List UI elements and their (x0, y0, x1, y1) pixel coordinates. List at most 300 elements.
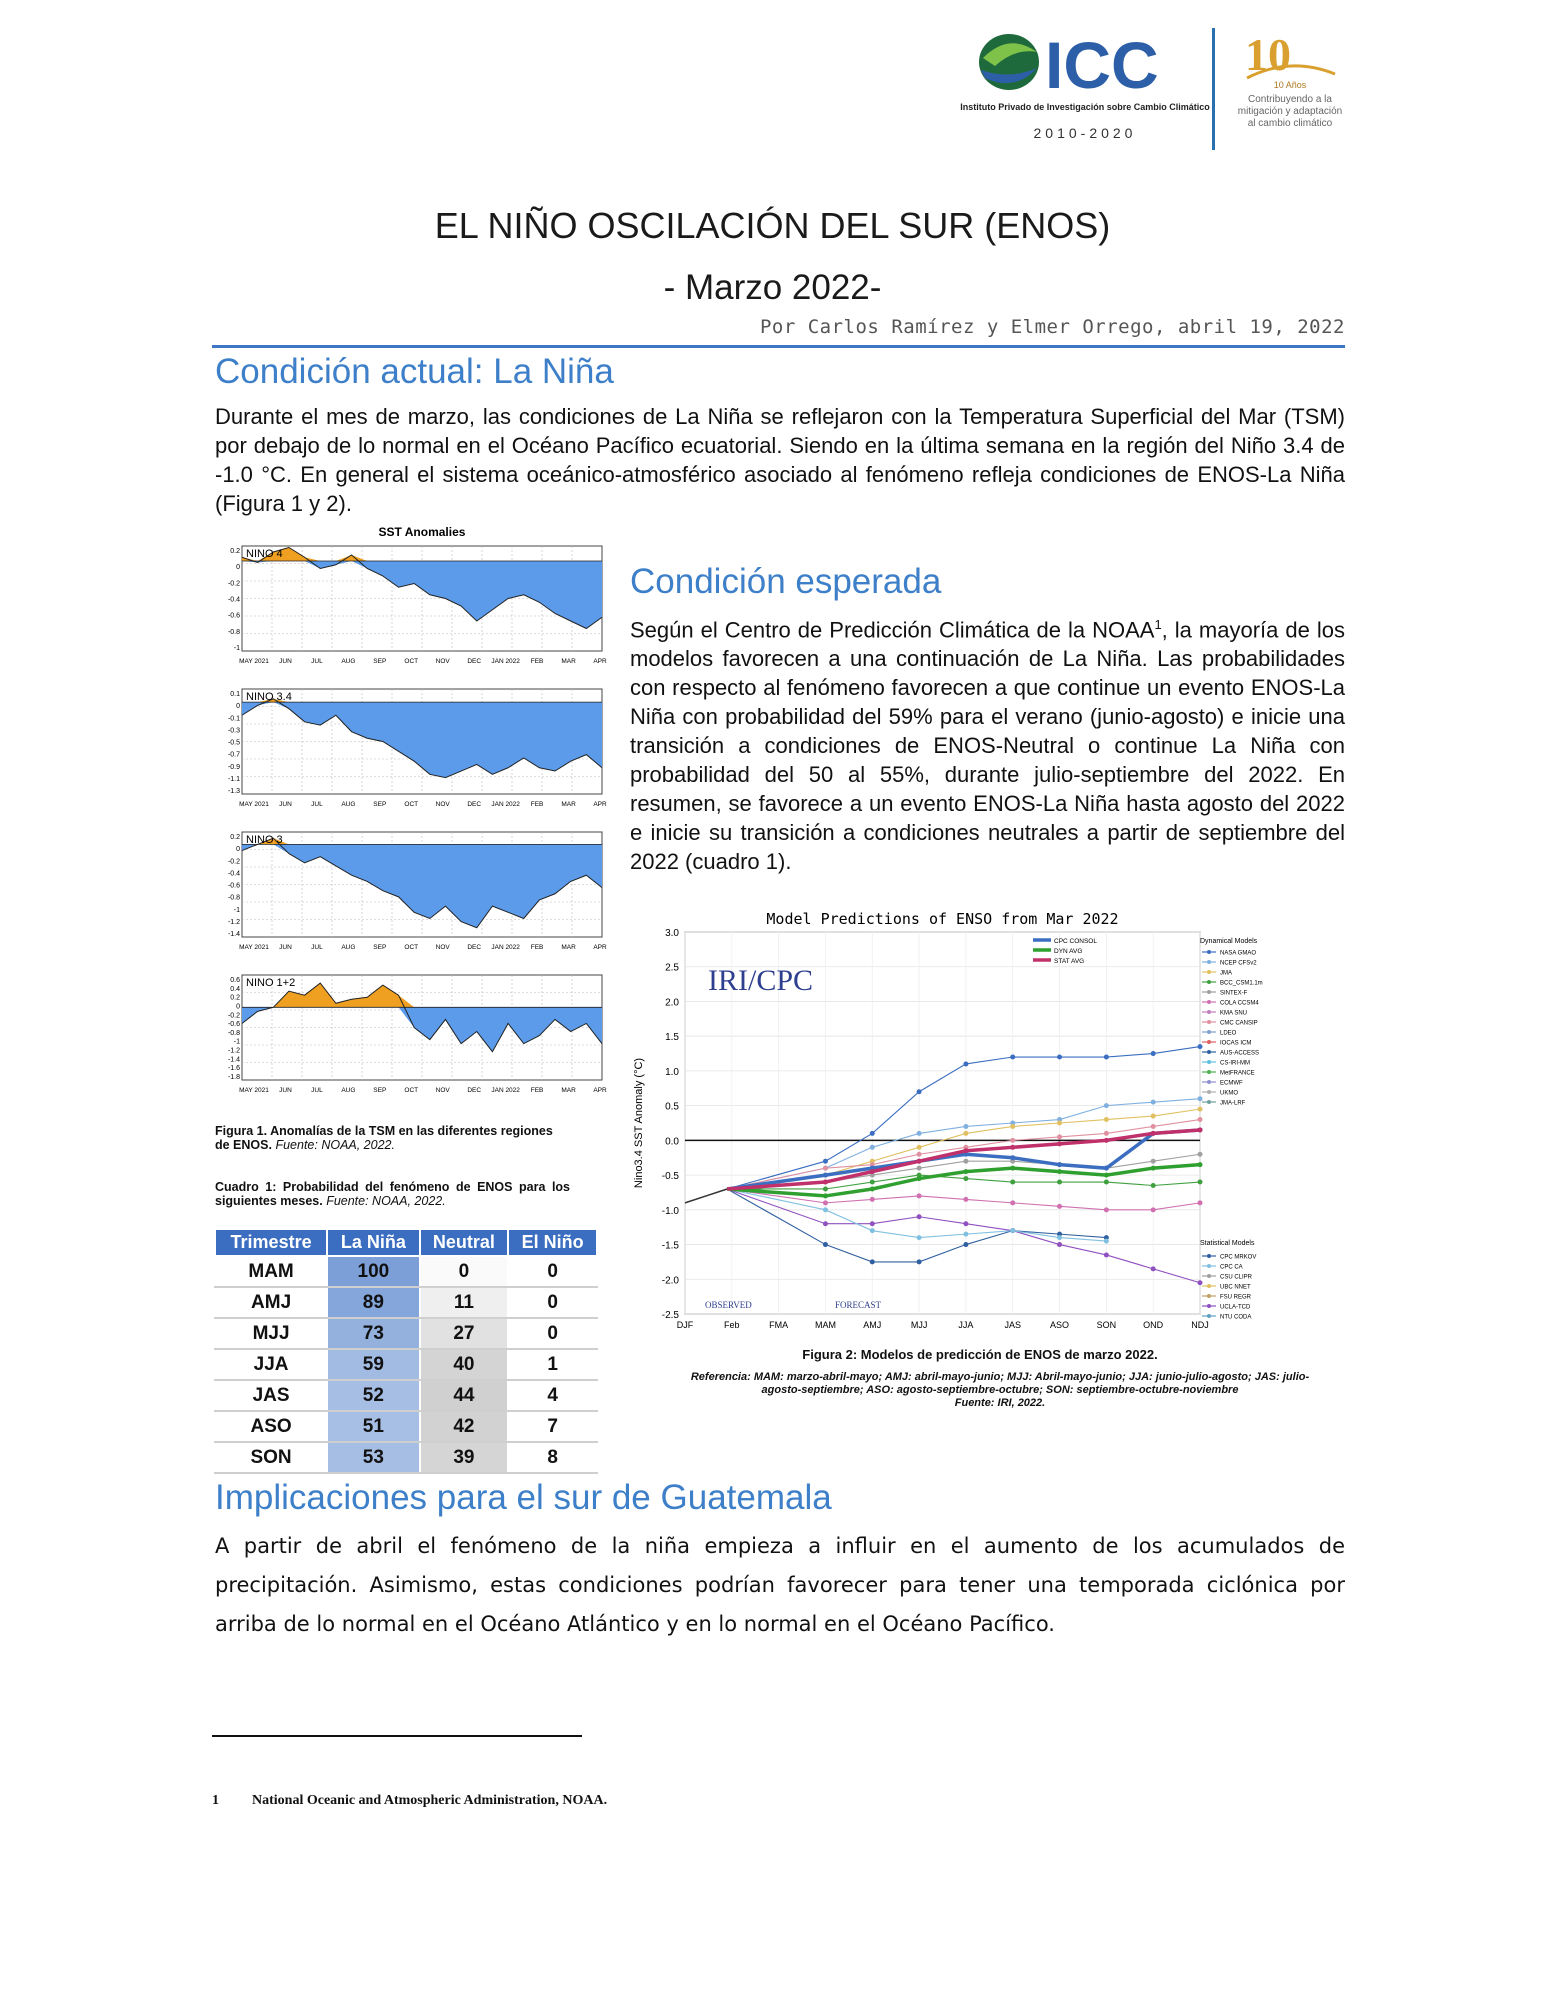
data-point (1198, 1200, 1203, 1205)
legend-label: MetFRANCE (1220, 1070, 1255, 1077)
y-tick-label: 2.0 (665, 997, 679, 1009)
table-cell: 8 (508, 1442, 597, 1473)
table-header-row (215, 1229, 597, 1256)
legend-label: UCLA-TCD (1220, 1304, 1251, 1311)
legend-label: JMA-LRF (1220, 1100, 1246, 1107)
x-tick-label: MAY 2021 (239, 944, 269, 951)
legend-label: AUS-ACCESS (1220, 1050, 1260, 1057)
legend-label: CMC CANSIP (1220, 1020, 1258, 1027)
data-point (1151, 1159, 1156, 1164)
legend-marker (1207, 990, 1211, 994)
x-tick-label: AUG (341, 801, 356, 808)
data-point (1057, 1242, 1062, 1247)
data-point (917, 1159, 922, 1164)
x-tick-label: MAY 2021 (239, 658, 269, 665)
y-tick-label: -1.5 (661, 1240, 679, 1252)
section-text-implications: A partir de abril el fenómeno de la niña empieza a influir en el aumento de los acumulados de precipitación. Asimismo, estas condiciones podrían favorecer para tener una temporada ciclónica por arriba de lo normal en el Océano Atlántico y en lo normal en el Océano Pacífico. (215, 1534, 1345, 1636)
x-tick-label: AUG (341, 658, 356, 665)
figure1-caption (215, 1124, 565, 1152)
expected-text-a: Según el Centro de Predicción Climática de la NOAA (630, 617, 1155, 643)
leaf-globe-icon (979, 34, 1039, 90)
data-point (1198, 1280, 1203, 1285)
section-heading-implications: Implicaciones para el sur de Guatemala (215, 1478, 832, 1517)
x-tick-label: MAM (814, 1320, 836, 1330)
table-cell: 59 (327, 1349, 419, 1380)
x-tick-label: NOV (435, 658, 450, 665)
table-cell: 7 (508, 1411, 597, 1442)
table-header-3: El Niño (508, 1229, 597, 1256)
data-point (1104, 1166, 1109, 1171)
table-cell: 0 (420, 1256, 509, 1287)
data-point (823, 1193, 828, 1198)
y-tick-label: 0.0 (665, 1136, 679, 1148)
y-tick-label: 3.0 (665, 928, 679, 939)
data-point (823, 1207, 828, 1212)
y-tick-label: -1.3 (227, 788, 240, 795)
y-tick-label: -0.6 (227, 882, 240, 890)
table-row (215, 1411, 597, 1442)
legend-marker (1207, 1284, 1211, 1288)
data-point (870, 1131, 875, 1136)
x-tick-label: JAN 2022 (491, 658, 520, 665)
x-tick-label: JAS (1004, 1320, 1021, 1330)
data-point (1057, 1235, 1062, 1240)
table-row (215, 1318, 597, 1349)
expected-text-b: , la mayoría de los modelos favorecen a una continuación de La Niña. Las probabilidades con respecto al fenómeno favorecen a que continue un evento ENOS-La Niña con probabilidad del 59% para el verano (junio-agosto) e inicie una transición a condiciones de ENOS-Neutral o continue La Niña con probabilidad del 50 al 55%, durante julio-septiembre del 2022. En resumen, se favorece a un evento ENOS-La Niña hasta agosto del 2022 e inicie su transición a condiciones neutrales a partir de septiembre del 2022 (cuadro 1). (630, 617, 1346, 875)
y-tick-label: 0 (236, 703, 240, 711)
legend-label: UBC NNET (1220, 1284, 1251, 1291)
legend-marker (1207, 1000, 1211, 1004)
data-point (870, 1197, 875, 1202)
x-tick-label: FEB (530, 1087, 544, 1094)
data-point (823, 1180, 828, 1185)
y-tick-label: -0.5 (661, 1171, 679, 1183)
x-tick-label: DEC (467, 658, 482, 665)
legend-marker (1207, 1090, 1211, 1094)
x-tick-label: OCT (404, 658, 419, 665)
x-tick-label: MAR (561, 801, 576, 808)
y-tick-label: 0 (236, 1003, 240, 1011)
forecast-label: FORECAST (835, 1300, 882, 1310)
data-point (963, 1148, 968, 1153)
data-point (870, 1180, 875, 1185)
table-cell: AMJ (215, 1287, 327, 1318)
legend-title: Dynamical Models (1200, 938, 1258, 945)
y-tick-label: 1.0 (665, 1066, 679, 1078)
table-header-2: Neutral (420, 1229, 509, 1256)
y-tick-label: 0.2 (230, 548, 240, 555)
x-tick-label: APR (593, 1087, 607, 1094)
observed-label: OBSERVED (705, 1300, 752, 1310)
table-cell: 53 (327, 1442, 419, 1473)
y-tick-label: -2.0 (661, 1275, 679, 1287)
y-tick-label: -1.8 (227, 1074, 240, 1081)
data-point (1151, 1114, 1156, 1119)
y-tick-label: -0.8 (227, 628, 240, 636)
legend-label: SINTEX-F (1220, 990, 1248, 997)
data-point (1198, 1162, 1203, 1167)
table-cell: 42 (420, 1411, 509, 1442)
y-tick-label: -0.4 (227, 596, 240, 604)
data-point (917, 1152, 922, 1157)
data-point (1151, 1100, 1156, 1105)
table-cell: 52 (327, 1380, 419, 1411)
x-tick-label: MJJ (910, 1320, 928, 1330)
figure1-caption-text: Figura 1. Anomalías de la TSM en las diferentes regiones de ENOS. (215, 1124, 553, 1152)
x-tick-label: AUG (341, 1087, 356, 1094)
x-tick-label: Feb (724, 1320, 740, 1330)
data-point (917, 1176, 922, 1181)
x-tick-label: FEB (530, 658, 544, 665)
x-tick-label: FMA (769, 1320, 789, 1330)
legend-label: LDEO (1220, 1030, 1237, 1037)
data-point (1104, 1117, 1109, 1122)
legend-label: CS-IRI-MM (1220, 1060, 1250, 1067)
panel-label: NINO 4 (246, 548, 283, 560)
x-tick-label: NOV (435, 944, 450, 951)
x-tick-label: APR (593, 944, 607, 951)
data-point (1104, 1173, 1109, 1178)
data-point (1057, 1180, 1062, 1185)
x-tick-label: MAY 2021 (239, 801, 269, 808)
x-tick-label: OCT (404, 1087, 419, 1094)
data-point (963, 1176, 968, 1181)
x-tick-label: NOV (435, 1087, 450, 1094)
table-header-0: Trimestre (215, 1229, 327, 1256)
data-point (870, 1145, 875, 1150)
anniversary-label: 10 Años (1273, 80, 1307, 90)
x-tick-label: OND (1143, 1320, 1164, 1330)
data-point (823, 1221, 828, 1226)
legend-marker (1207, 1304, 1211, 1308)
data-point (917, 1235, 922, 1240)
data-point (917, 1193, 922, 1198)
footnote-number: 1 (212, 1793, 219, 1808)
data-point (1010, 1138, 1015, 1143)
legend-label: NASA GMAO (1220, 950, 1257, 957)
y-tick-label: -1 (233, 906, 240, 914)
legend-marker (1207, 1030, 1211, 1034)
y-tick-label: -0.3 (227, 727, 240, 735)
data-point (1151, 1166, 1156, 1171)
data-point (963, 1169, 968, 1174)
data-point (1198, 1107, 1203, 1112)
x-tick-label: DEC (467, 801, 482, 808)
legend-label: COLA CCSM4 (1220, 1000, 1259, 1007)
legend-label: CPC CA (1220, 1264, 1243, 1271)
data-point (963, 1232, 968, 1237)
legend-marker (1207, 1050, 1211, 1054)
data-point (1151, 1124, 1156, 1129)
y-tick-label: -2.5 (661, 1310, 679, 1321)
table-cell: 44 (420, 1380, 509, 1411)
table-cell: MJJ (215, 1318, 327, 1349)
table-row (215, 1349, 597, 1380)
x-tick-label: ASO (1050, 1320, 1070, 1330)
data-point (1057, 1055, 1062, 1060)
x-tick-label: DEC (467, 1087, 482, 1094)
table-cell: 73 (327, 1318, 419, 1349)
page-title: EL NIÑO OSCILACIÓN DEL SUR (ENOS) (434, 205, 1111, 246)
x-tick-label: DJF (676, 1320, 694, 1330)
legend-marker (1207, 1010, 1211, 1014)
data-point (823, 1242, 828, 1247)
data-point (1104, 1207, 1109, 1212)
table-cell: 27 (420, 1318, 509, 1349)
data-point (963, 1197, 968, 1202)
data-point (1151, 1131, 1156, 1136)
y-tick-label: 0.2 (230, 994, 240, 1002)
x-tick-label: SEP (373, 801, 387, 808)
x-tick-label: JUN (279, 658, 292, 665)
footnote-rule (212, 1735, 582, 1737)
data-point (963, 1221, 968, 1226)
data-point (870, 1228, 875, 1233)
table-cell: SON (215, 1442, 327, 1473)
panel-label: NINO 3 (246, 834, 283, 846)
data-point (870, 1221, 875, 1226)
data-point (1104, 1131, 1109, 1136)
x-tick-label: SEP (373, 1087, 387, 1094)
data-point (870, 1169, 875, 1174)
footnote-text: National Oceanic and Atmospheric Administration, NOAA. (252, 1793, 608, 1808)
y-tick-label: -0.6 (227, 612, 240, 620)
panel-label: NINO 1+2 (246, 977, 296, 989)
figure2-reference-text: Referencia: MAM: marzo-abril-mayo; AMJ: abril-mayo-junio; MJJ: Abril-mayo-junio; JJA: junio-julio-agosto; JAS: julio-agosto-septiembre; ASO: agosto-septiembre-octubre; SON: septiembre-octubre-noviembre (690, 1371, 1310, 1396)
data-point (963, 1242, 968, 1247)
table-cell: 4 (508, 1380, 597, 1411)
data-point (1057, 1121, 1062, 1126)
data-point (1151, 1183, 1156, 1188)
x-tick-label: SEP (373, 658, 387, 665)
section-heading-expected: Condición esperada (630, 562, 942, 601)
legend-label: ECMWF (1220, 1080, 1243, 1087)
data-point (917, 1214, 922, 1219)
y-tick-label: -0.1 (227, 715, 240, 723)
y-tick-label: 2.5 (665, 962, 679, 974)
y-tick-label: 1.5 (665, 1032, 679, 1044)
data-point (1010, 1228, 1015, 1233)
data-point (1104, 1138, 1109, 1143)
y-tick-label: 0.5 (665, 1101, 679, 1113)
legend-label: CPC CONSOL (1054, 938, 1097, 945)
footnote-ref[interactable]: 1 (1154, 617, 1162, 632)
table1-source: Fuente: NOAA, 2022. (326, 1194, 446, 1208)
x-tick-label: JUL (311, 944, 323, 951)
data-point (823, 1173, 828, 1178)
x-tick-label: JUL (311, 801, 323, 808)
data-point (963, 1124, 968, 1129)
logo-tagline: Contribuyendo a la mitigación y adaptación al cambio climático (1237, 94, 1343, 129)
figure2-source: Fuente: IRI, 2022. (954, 1397, 1046, 1409)
table-row (215, 1380, 597, 1411)
x-tick-label: MAR (561, 1087, 576, 1094)
y-tick-label: 0.6 (230, 977, 240, 984)
logo-years: 2010-2020 (1033, 125, 1137, 141)
data-point (1010, 1124, 1015, 1129)
legend-label: NCEP CFSv2 (1220, 960, 1257, 967)
legend-marker (1207, 1314, 1211, 1318)
legend-marker (1207, 1060, 1211, 1064)
data-point (1010, 1155, 1015, 1160)
table-cell: 40 (420, 1349, 509, 1380)
x-tick-label: JJA (958, 1320, 974, 1330)
x-tick-label: JAN 2022 (491, 801, 520, 808)
data-point (1104, 1055, 1109, 1060)
x-tick-label: JUL (311, 1087, 323, 1094)
y-tick-label: -1.0 (661, 1205, 679, 1217)
data-point (1010, 1200, 1015, 1205)
legend-marker (1207, 950, 1211, 954)
data-point (963, 1061, 968, 1066)
data-point (823, 1186, 828, 1191)
legend-marker (1207, 1040, 1211, 1044)
logo-institute: Instituto Privado de Investigación sobre Cambio Climático (960, 102, 1210, 112)
table1-caption (215, 1180, 570, 1208)
y-axis-label: Nino3.4 SST Anomaly (°C) (633, 1057, 645, 1189)
x-tick-label: MAR (561, 658, 576, 665)
panel-3 (228, 975, 607, 1094)
table1-caption-text: Cuadro 1: Probabilidad del fenómeno de ENOS para los siguientes meses. (215, 1180, 570, 1208)
legend-marker (1207, 960, 1211, 964)
data-point (1151, 1266, 1156, 1271)
y-tick-label: -0.7 (227, 751, 240, 759)
data-point (917, 1166, 922, 1171)
icc-logo (960, 22, 1210, 152)
panel-label: NINO 3.4 (246, 691, 292, 703)
data-point (1198, 1152, 1203, 1157)
data-point (1198, 1044, 1203, 1049)
y-tick-label: -0.8 (227, 894, 240, 902)
table-cell: 89 (327, 1287, 419, 1318)
legend-marker (1207, 1254, 1211, 1258)
x-tick-label: SEP (373, 944, 387, 951)
x-tick-label: NOV (435, 801, 450, 808)
legend-label: IOCAS ICM (1220, 1040, 1252, 1047)
y-tick-label: -1.4 (227, 1056, 240, 1064)
watermark: IRI/CPC (708, 964, 814, 997)
data-point (1010, 1055, 1015, 1060)
y-tick-label: 0 (236, 564, 240, 572)
y-tick-label: -0.4 (227, 870, 240, 878)
x-tick-label: OCT (404, 944, 419, 951)
enso-model-predictions-chart (628, 910, 1348, 1330)
panel-2 (228, 832, 607, 951)
data-point (823, 1166, 828, 1171)
y-tick-label: -0.5 (227, 739, 240, 747)
x-tick-label: FEB (530, 944, 544, 951)
y-tick-label: 0.2 (230, 834, 240, 841)
x-tick-label: DEC (467, 944, 482, 951)
x-tick-label: APR (593, 658, 607, 665)
x-tick-label: NDJ (1191, 1320, 1209, 1330)
data-point (1104, 1103, 1109, 1108)
probability-table (214, 1228, 598, 1474)
data-point (1198, 1127, 1203, 1132)
data-point (870, 1186, 875, 1191)
y-tick-label: -1.1 (227, 775, 240, 783)
y-tick-label: -1.2 (227, 918, 240, 926)
data-point (1010, 1166, 1015, 1171)
table-cell: MAM (215, 1256, 327, 1287)
data-point (823, 1159, 828, 1164)
data-point (1057, 1162, 1062, 1167)
data-point (1057, 1134, 1062, 1139)
data-point (917, 1145, 922, 1150)
y-tick-label: -1.2 (227, 1047, 240, 1055)
y-tick-label: -0.6 (227, 1021, 240, 1029)
section-text-current: Durante el mes de marzo, las condiciones de La Niña se reflejaron con la Temperatura Superficial del Mar (TSM) por debajo de lo normal en el Océano Pacífico ecuatorial. Siendo en la última semana en la región del Niño 3.4 de -1.0 °C. En general el sistema oceánico-atmosférico asociado al fenómeno refleja condiciones de ENOS-La Niña (Figura 1 y 2). (215, 404, 1345, 516)
x-tick-label: MAY 2021 (239, 1087, 269, 1094)
data-point (963, 1159, 968, 1164)
table-cell: 0 (508, 1256, 597, 1287)
table-row (215, 1256, 597, 1287)
table-cell: 11 (420, 1287, 509, 1318)
chart-title: Model Predictions of ENSO from Mar 2022 (766, 910, 1119, 928)
data-point (1104, 1180, 1109, 1185)
panel-1 (228, 689, 607, 808)
y-tick-label: -1.6 (227, 1065, 240, 1073)
table-cell: ASO (215, 1411, 327, 1442)
table-cell: JAS (215, 1380, 327, 1411)
data-point (963, 1131, 968, 1136)
data-point (1151, 1051, 1156, 1056)
data-point (917, 1131, 922, 1136)
x-tick-label: OCT (404, 801, 419, 808)
data-point (1057, 1169, 1062, 1174)
section-text-expected (630, 610, 1345, 876)
legend-label: FSU REGR (1220, 1294, 1252, 1301)
legend-label: CSU CLIPR (1220, 1274, 1253, 1281)
x-tick-label: JAN 2022 (491, 944, 520, 951)
legend-marker (1207, 1080, 1211, 1084)
data-point (823, 1200, 828, 1205)
x-tick-label: MAR (561, 944, 576, 951)
legend-label: UKMO (1220, 1090, 1238, 1097)
legend-marker (1207, 980, 1211, 984)
data-point (870, 1259, 875, 1264)
legend-marker (1207, 1070, 1211, 1074)
y-tick-label: -0.2 (227, 1012, 240, 1020)
legend-marker (1207, 1294, 1211, 1298)
data-point (917, 1259, 922, 1264)
data-point (917, 1089, 922, 1094)
legend-label: STAT AVG (1054, 958, 1085, 965)
legend-label: KMA SNU (1220, 1010, 1248, 1017)
data-point (1104, 1239, 1109, 1244)
legend-marker (1207, 1100, 1211, 1104)
section-heading-current: Condición actual: La Niña (215, 352, 614, 391)
legend-marker (1207, 1274, 1211, 1278)
y-tick-label: -0.9 (227, 763, 240, 771)
x-tick-label: JAN 2022 (491, 1087, 520, 1094)
data-point (1104, 1252, 1109, 1257)
table-cell: 0 (508, 1318, 597, 1349)
data-point (1198, 1096, 1203, 1101)
figure1-source: Fuente: NOAA, 2022. (275, 1138, 395, 1152)
data-point (1010, 1180, 1015, 1185)
x-tick-label: JUL (311, 658, 323, 665)
legend-label: CPC MRKOV (1220, 1254, 1257, 1261)
table-cell: 0 (508, 1287, 597, 1318)
footnote (212, 1793, 607, 1809)
data-point (1198, 1117, 1203, 1122)
data-point (1151, 1207, 1156, 1212)
header-rule (212, 345, 1345, 348)
table-header-1: La Niña (327, 1229, 419, 1256)
legend-label: JMA (1220, 970, 1232, 977)
page-subtitle: - Marzo 2022- (663, 268, 882, 307)
